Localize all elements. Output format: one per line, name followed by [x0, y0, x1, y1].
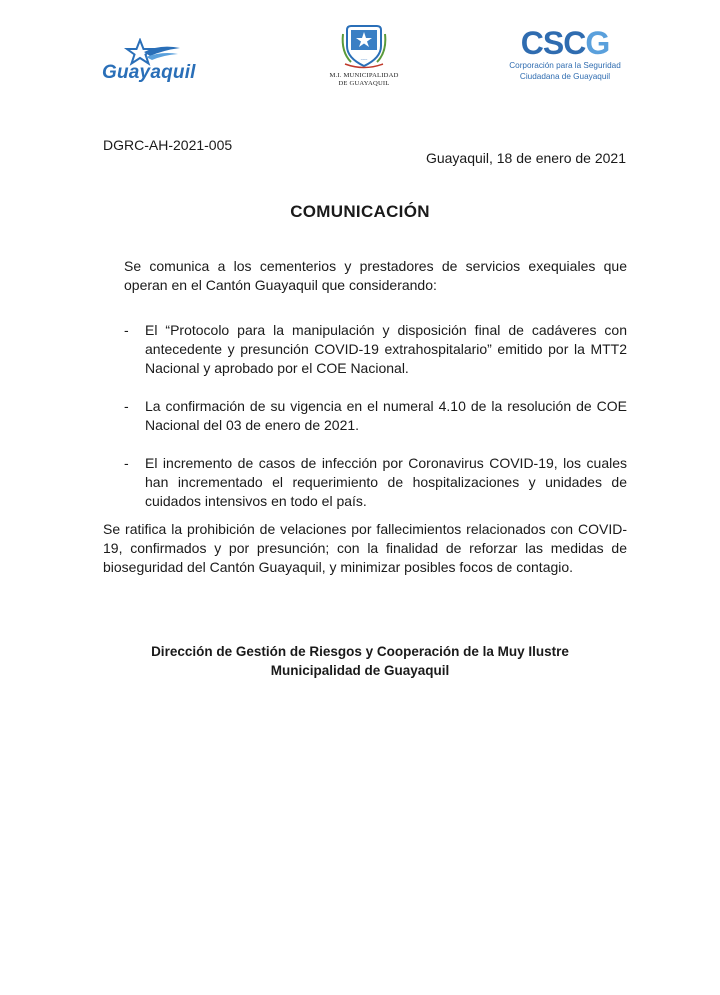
list-item-text: La confirmación de su vigencia en el numeral 4.10 de la resolución de COE Nacional del 03 de enero de 2021. [145, 398, 627, 433]
municipal-coat-of-arms-icon [337, 24, 391, 72]
list-item [124, 454, 627, 511]
document-title: COMUNICACIÓN [290, 202, 430, 221]
cscg-name-line1: Corporación para la Seguridad [509, 61, 621, 70]
municipality-name-line1: M.I. MUNICIPALIDAD [329, 72, 399, 79]
cscg-logo-icon: CSCG [520, 25, 610, 61]
guayaquil-wordmark: Guayaquil [102, 62, 196, 83]
considerations-list [124, 321, 627, 530]
list-item [124, 321, 627, 378]
bullet-dash: - [124, 322, 129, 338]
guayaquil-logo [98, 38, 202, 84]
bullet-dash: - [124, 455, 129, 471]
intro-paragraph: Se comunica a los cementerios y prestadores de servicios exequiales que operan en el Cantón Guayaquil que considerando: [124, 258, 627, 293]
closing-paragraph: Se ratifica la prohibición de velaciones por fallecimientos relacionados con COVID-19, confirmados y por presunción; con la finalidad de reforzar las medidas de bioseguridad del Cantón Guayaquil, y minimizar posibles focos de contagio. [103, 521, 627, 575]
municipality-logo [316, 24, 412, 94]
svg-text:~~~: ~~~ [360, 57, 368, 62]
document-date: Guayaquil, 18 de enero de 2021 [425, 150, 626, 166]
bullet-dash: - [124, 398, 129, 414]
signature-block [0, 642, 720, 680]
list-item-text: El “Protocolo para la manipulación y disposición final de cadáveres con antecedente y presunción COVID-19 extrahospitalario” emitido por la MTT2 Nacional y aprobado por el COE Nacional. [145, 322, 627, 376]
signature-line2: Municipalidad de Guayaquil [270, 663, 450, 678]
cscg-logo [505, 26, 625, 90]
signature-line1: Dirección de Gestión de Riesgos y Cooperación de la Muy Ilustre [151, 644, 569, 659]
list-item-text: El incremento de casos de infección por Coronavirus COVID-19, los cuales han incrementado el requerimiento de hospitalizaciones y unidades de cuidados intensivos en todo el país. [145, 455, 627, 509]
cscg-name-line2: Ciudadana de Guayaquil [519, 71, 611, 81]
municipality-name-line2: DE GUAYAQUIL [338, 80, 390, 87]
document-reference: DGRC-AH-2021-005 [103, 137, 233, 153]
list-item [124, 397, 627, 435]
